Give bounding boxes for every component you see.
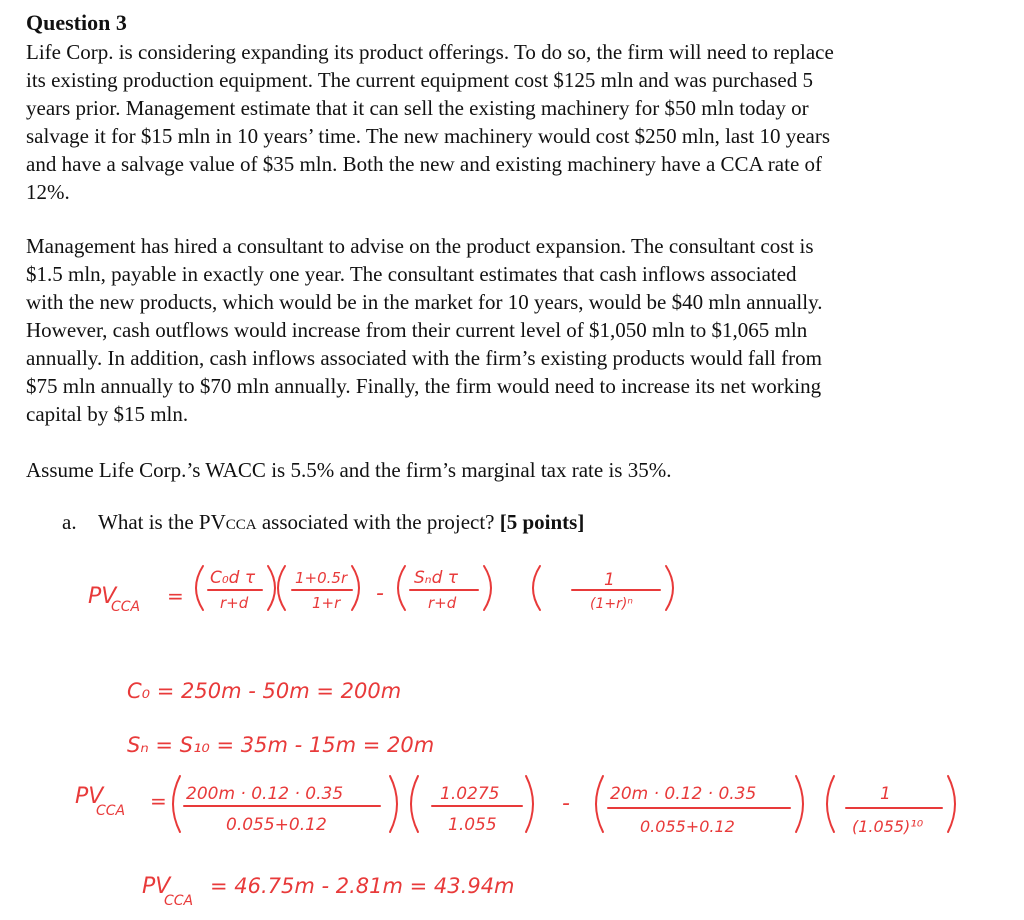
sn-line: Sₙ = S₁₀ = 35m - 15m = 20m <box>127 733 435 757</box>
paren-open <box>411 776 418 832</box>
calc-equals: = <box>150 789 167 813</box>
formula-lhs: PV <box>88 584 117 609</box>
calc-t3-num: 20m · 0.12 · 0.35 <box>610 784 757 804</box>
paren-close <box>268 566 275 610</box>
paren-close <box>526 776 533 832</box>
result-row <box>142 874 515 909</box>
calc-t3-den: 0.055+0.12 <box>640 817 735 836</box>
calc-t4-den: (1.055)¹⁰ <box>852 817 924 836</box>
paren-close <box>796 776 803 832</box>
formula-t3-num: Sₙd τ <box>414 568 459 588</box>
formula-t1-num: C₀d τ <box>210 568 256 588</box>
formula-t3-den: r+d <box>428 594 457 612</box>
paren-open <box>827 776 834 832</box>
part-a-subscript: CCA <box>225 517 257 533</box>
calc-t2-num: 1.0275 <box>440 784 500 804</box>
part-a-points: [5 points] <box>499 510 585 534</box>
text-line: $75 mln annually to $70 mln annually. Finally, the firm would need to increase its net working <box>26 374 822 398</box>
paren-close <box>390 776 397 832</box>
part-a-text-before: What is the PV <box>98 510 226 534</box>
text-line: annually. In addition, cash inflows associated with the firm’s existing products would fall from <box>26 346 822 370</box>
formula-t4-num: 1 <box>604 570 615 590</box>
formula-t2-num: 1+0.5r <box>295 569 348 587</box>
result-lhs-sub: CCA <box>164 893 194 909</box>
formula-row <box>88 566 673 615</box>
text-line: and have a salvage value of $35 mln. Both the new and existing machinery have a CCA rate of <box>26 152 823 176</box>
text-line: capital by $15 mln. <box>26 402 189 426</box>
paren-close <box>352 566 359 610</box>
text-line: However, cash outflows would increase from their current level of $1,050 mln to $1,065 mln <box>26 318 808 342</box>
text-line: Life Corp. is considering expanding its product offerings. To do so, the firm will need to replace <box>26 40 834 64</box>
paren-open <box>533 566 540 610</box>
paren-open <box>596 776 603 832</box>
calc-t1-den: 0.055+0.12 <box>226 815 327 835</box>
formula-t1-den: r+d <box>220 594 249 612</box>
part-a-marker: a. <box>62 510 77 534</box>
result-lhs: PV <box>142 874 171 899</box>
text-line: 12%. <box>26 180 70 204</box>
paren-close <box>484 566 491 610</box>
assumption-paragraph: Assume Life Corp.’s WACC is 5.5% and the firm’s marginal tax rate is 35%. <box>26 458 672 482</box>
result-expression: = 46.75m - 2.81m = 43.94m <box>210 874 515 898</box>
paren-open <box>196 566 203 610</box>
paren-close <box>948 776 955 832</box>
calc-t4-num: 1 <box>880 784 891 804</box>
text-line: $1.5 mln, payable in exactly one year. The consultant estimates that cash inflows associated <box>26 262 797 286</box>
calc-lhs-sub: CCA <box>96 803 126 819</box>
formula-t4-den: (1+r)ⁿ <box>590 596 633 612</box>
calc-lhs: PV <box>75 784 104 809</box>
paren-close <box>666 566 673 610</box>
formula-minus: - <box>376 581 384 606</box>
text-line: years prior. Management estimate that it can sell the existing machinery for $50 mln today or <box>26 96 809 120</box>
formula-equals: = <box>167 584 184 608</box>
formula-t2-den: 1+r <box>312 594 341 612</box>
question-title: Question 3 <box>26 10 127 35</box>
paren-open <box>398 566 405 610</box>
calc-minus: - <box>562 791 570 816</box>
paren-open <box>278 566 285 610</box>
paren-open <box>173 776 180 832</box>
text-line: its existing production equipment. The current equipment cost $125 mln and was purchased 5 <box>26 68 813 92</box>
text-line: Management has hired a consultant to advise on the product expansion. The consultant cost is <box>26 234 814 258</box>
calc-t1-num: 200m · 0.12 · 0.35 <box>186 784 344 804</box>
formula-lhs-sub: CCA <box>111 599 141 615</box>
text-line: with the new products, which would be in the market for 10 years, would be $40 mln annually. <box>26 290 823 314</box>
calculation-row <box>75 776 955 836</box>
part-a-text-after: associated with the project? <box>256 510 500 534</box>
calc-t2-den: 1.055 <box>448 815 497 835</box>
c0-line: C₀ = 250m - 50m = 200m <box>127 679 402 703</box>
text-line: salvage it for $15 mln in 10 years’ time. The new machinery would cost $250 mln, last 10 years <box>26 124 831 148</box>
